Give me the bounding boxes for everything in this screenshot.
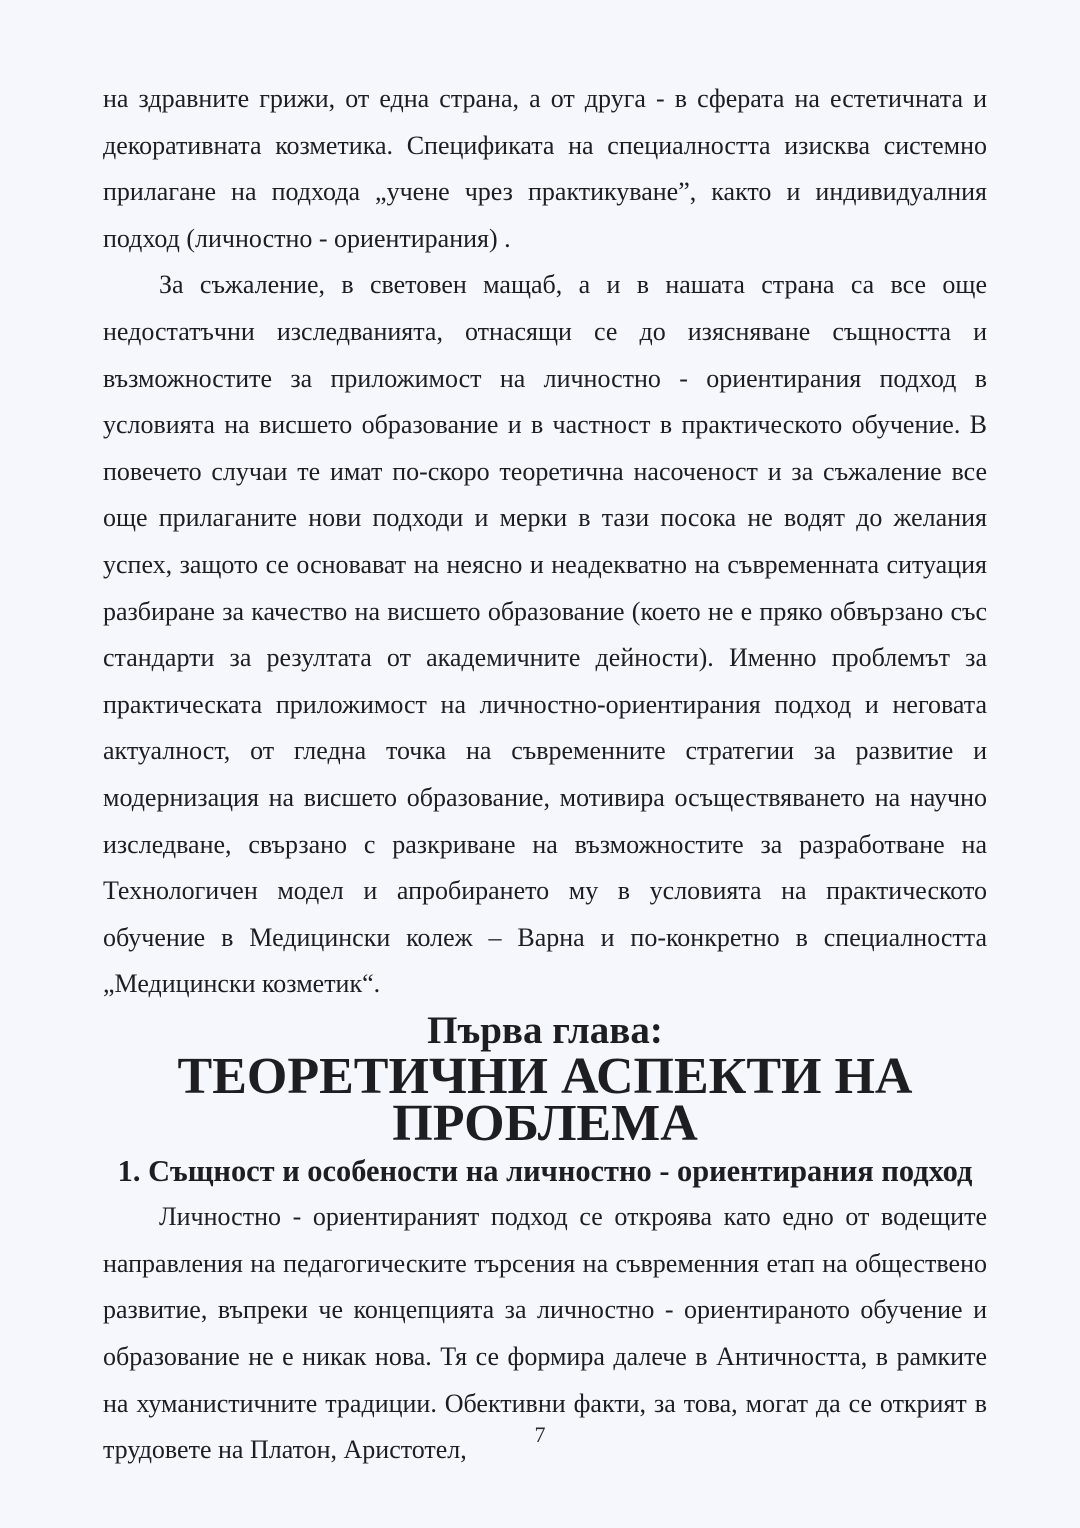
page-number: 7 <box>534 1422 546 1447</box>
chapter-label: Първа глава: <box>427 1008 663 1052</box>
chapter-title: ТЕОРЕТИЧНИ АСПЕКТИ НА ПРОБЛЕМА <box>177 1048 913 1153</box>
paragraph-section-intro: Личностно - ориентираният подход се откроява като едно от водещите направления на педагогическите търсения на съвременния етап на обществено развитие, въпреки че концепцията за личностно - ориентираното обучение и образование не е никак нова. Тя се формира далече в Античността, в рамките на хуманистичните традиции. Обективни факти, за това, могат да се открият в трудовете на Платон, Аристотел, <box>103 1202 987 1465</box>
section-title: 1. Същност и особености на личностно - ориентирания подход <box>117 1153 973 1188</box>
page-body <box>103 76 987 1474</box>
paragraph-research-gap: За съжаление, в световен мащаб, а и в нашата страна са все още недостатъчни изследванията, отнасящи се до изясняване същността и възможностите за приложимост на личностно - ориентирания подход в условията на висшето образование и в частност в практическото обучение. В повечето случаи те имат по-скоро теоретична насоченост и за съжаление все още прилаганите нови подходи и мерки в тази посока не водят до желания успех, защото се основават на неясно и неадекватно на съвременната ситуация разбиране за качество на висшето образование (което не е пряко обвързано със стандарти за резултата от академичните дейности). Именно проблемът за практическата приложимост на личностно-ориентирания подход и неговата актуалност, от гледна точка на съвременните стратегии за развитие и модернизация на висшето образование, мотивира осъществяването на научно изследване, свързано с разкриване на възможностите за разработване на Технологичен модел и апробирането му в условията на практическото обучение в Медицински колеж – Варна и по-конкретно в специалността „Медицински козметик“. <box>103 270 987 999</box>
paragraph-continuation: на здравните грижи, от една страна, а от друга - в сферата на естетичната и декоративната козметика. Спецификата на специалността изисква системно прилагане на подхода „учене чрез практикуване”, както и индивидуалния подход (личностно - ориентирания) . <box>103 84 987 253</box>
